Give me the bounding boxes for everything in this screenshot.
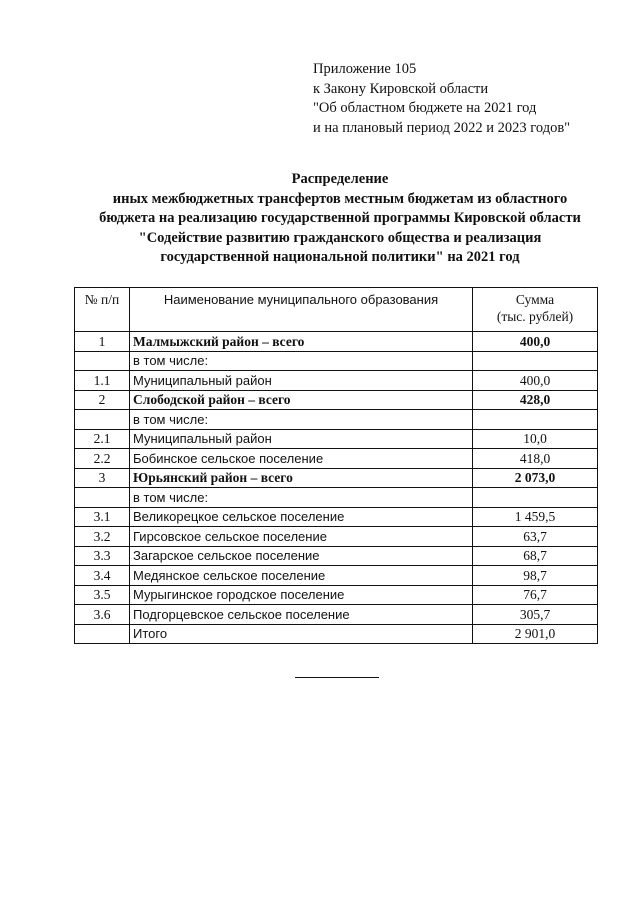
row-sum: 98,7 (473, 566, 598, 586)
header-sum-line: (тыс. рублей) (496, 309, 574, 324)
title-line: Распределение (291, 171, 389, 187)
appendix-line: и на плановый период 2022 и 2023 годов" (313, 119, 571, 136)
table-row (75, 566, 598, 586)
row-number: 3.5 (75, 585, 130, 605)
row-municipality-name: Муниципальный район (130, 429, 473, 449)
table-row (75, 351, 598, 371)
row-number: 1 (75, 332, 130, 352)
table-row (75, 390, 598, 410)
row-municipality-name: в том числе: (130, 410, 473, 430)
row-number: 3 (75, 468, 130, 488)
row-number: 2.1 (75, 429, 130, 449)
row-municipality-name: Бобинское сельское поселение (130, 449, 473, 469)
row-municipality-name: Муниципальный район (130, 371, 473, 391)
row-sum: 76,7 (473, 585, 598, 605)
row-municipality-name: Гирсовское сельское поселение (130, 527, 473, 547)
row-number: 3.4 (75, 566, 130, 586)
row-municipality-name: Загарское сельское поселение (130, 546, 473, 566)
table-row (75, 546, 598, 566)
row-sum: 428,0 (473, 390, 598, 410)
row-municipality-name: Слободской район – всего (130, 390, 473, 410)
row-municipality-name: Великорецкое сельское поселение (130, 507, 473, 527)
header-name: Наименование муниципального образования (130, 288, 473, 332)
table-row (75, 624, 598, 644)
row-municipality-name: Юрьянский район – всего (130, 468, 473, 488)
row-number: 3.6 (75, 605, 130, 625)
row-municipality-name: Подгорцевское сельское поселение (130, 605, 473, 625)
row-number: 3.2 (75, 527, 130, 547)
table-row (75, 585, 598, 605)
row-sum: 10,0 (473, 429, 598, 449)
appendix-line: к Закону Кировской области (313, 80, 489, 97)
row-number: 2 (75, 390, 130, 410)
title-line: бюджета на реализацию государственной программы Кировской области (99, 210, 581, 226)
row-number: 3.3 (75, 546, 130, 566)
row-municipality-name: Мурыгинское городское поселение (130, 585, 473, 605)
end-divider (295, 677, 379, 678)
title-line: государственной национальной политики" на 2021 год (160, 249, 520, 265)
row-municipality-name: Медянское сельское поселение (130, 566, 473, 586)
row-sum: 305,7 (473, 605, 598, 625)
row-number (75, 351, 130, 371)
header-num: № п/п (75, 288, 130, 332)
header-sum (473, 288, 598, 332)
row-number: 3.1 (75, 507, 130, 527)
table-body (75, 332, 598, 644)
title-line: иных межбюджетных трансфертов местным бюджетам из областного (112, 190, 568, 207)
document-title (60, 170, 620, 268)
table-row (75, 468, 598, 488)
title-line: "Содействие развитию гражданского общества и реализация (138, 229, 542, 246)
row-sum: 1 459,5 (473, 507, 598, 527)
row-number (75, 488, 130, 508)
row-sum (473, 410, 598, 430)
appendix-line: "Об областном бюджете на 2021 год (313, 100, 537, 116)
table-row (75, 429, 598, 449)
row-sum (473, 351, 598, 371)
table-row (75, 488, 598, 508)
row-sum: 68,7 (473, 546, 598, 566)
row-sum: 2 073,0 (473, 468, 598, 488)
table-row (75, 449, 598, 469)
row-sum: 400,0 (473, 332, 598, 352)
row-municipality-name: в том числе: (130, 488, 473, 508)
row-municipality-name: Итого (130, 624, 473, 644)
row-municipality-name: Малмыжский район – всего (130, 332, 473, 352)
row-sum: 2 901,0 (473, 624, 598, 644)
row-municipality-name: в том числе: (130, 351, 473, 371)
distribution-table (74, 287, 598, 644)
appendix-line: Приложение 105 (313, 61, 417, 77)
table-row (75, 527, 598, 547)
row-number (75, 410, 130, 430)
table-row (75, 371, 598, 391)
row-sum: 63,7 (473, 527, 598, 547)
table-row (75, 605, 598, 625)
row-sum: 418,0 (473, 449, 598, 469)
row-number: 2.2 (75, 449, 130, 469)
table-row (75, 332, 598, 352)
row-number (75, 624, 130, 644)
row-sum (473, 488, 598, 508)
table-header-row (75, 288, 598, 332)
header-sum-line: Сумма (515, 292, 555, 307)
row-sum: 400,0 (473, 371, 598, 391)
table-row (75, 410, 598, 430)
table-row (75, 507, 598, 527)
appendix-reference (313, 60, 570, 138)
row-number: 1.1 (75, 371, 130, 391)
